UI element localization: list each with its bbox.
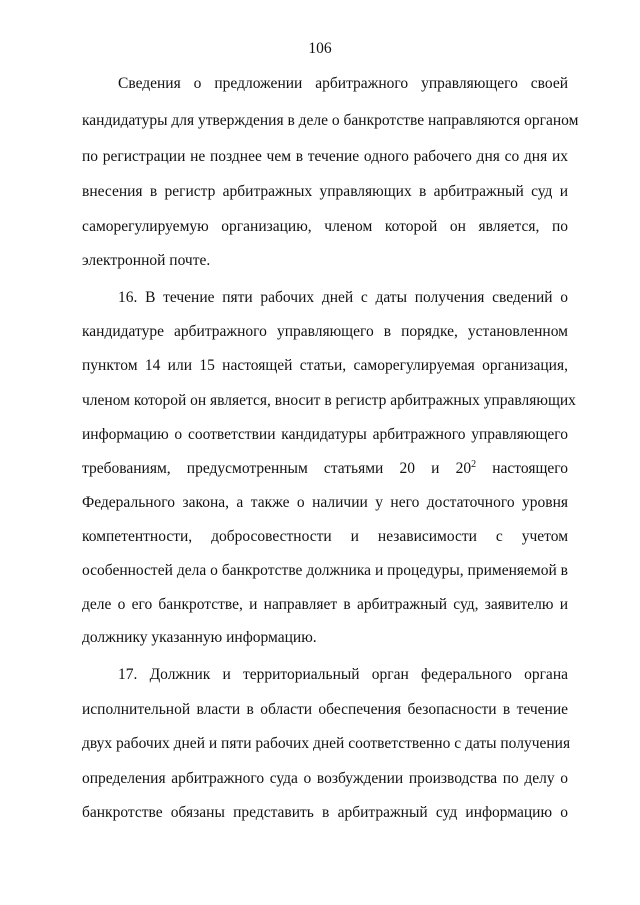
text-line: банкротстве обязаны представить в арбитражный суд информацию о [82, 804, 568, 821]
text-line: Сведения о предложении арбитражного управляющего своей [118, 75, 568, 92]
text-line: по регистрации не позднее чем в течение одного рабочего дня со дня их [82, 148, 568, 165]
text-segment: настоящего [476, 460, 568, 477]
text-line: компетентности, добросовестности и независимости с учетом [82, 528, 568, 545]
text-line: 17. Должник и территориальный орган федерального органа [118, 666, 568, 683]
text-line: определения арбитражного суда о возбуждении производства по делу о [82, 770, 568, 787]
text-line: кандидатуре арбитражного управляющего в порядке, установленном [82, 323, 568, 340]
text-line: должнику указанную информацию. [82, 629, 317, 646]
text-line: внесения в регистр арбитражных управляющих в арбитражный суд и [82, 183, 568, 200]
text-line: особенностей дела о банкротстве должника и процедуры, применяемой в [82, 562, 568, 579]
text-line: исполнительной власти в области обеспечения безопасности в течение [82, 701, 568, 718]
superscript: 2 [471, 459, 477, 470]
text-line: двух рабочих дней и пяти рабочих дней соответственно с даты получения [82, 735, 571, 752]
text-line: деле о его банкротстве, и направляет в арбитражный суд, заявителю и [82, 596, 568, 613]
text-line: Федерального закона, а также о наличии у него достаточного уровня [82, 494, 568, 511]
text-line: кандидатуры для утверждения в деле о банкротстве направляются органом [82, 112, 579, 129]
text-line: пунктом 14 или 15 настоящей статьи, саморегулируемая организация, [82, 357, 568, 374]
text-line: электронной почте. [82, 252, 211, 269]
text-line-with-superscript [82, 459, 568, 479]
text-line: 16. В течение пяти рабочих дней с даты получения сведений о [118, 289, 568, 306]
text-segment: требованиям, предусмотренным статьями 20 и 20 [82, 460, 472, 477]
text-line: саморегулируемую организацию, членом которой он является, по [82, 218, 568, 235]
text-line: членом которой он является, вносит в регистр арбитражных управляющих [82, 392, 576, 409]
text-line: информацию о соответствии кандидатуры арбитражного управляющего [82, 426, 568, 443]
page-number: 106 [308, 40, 332, 57]
